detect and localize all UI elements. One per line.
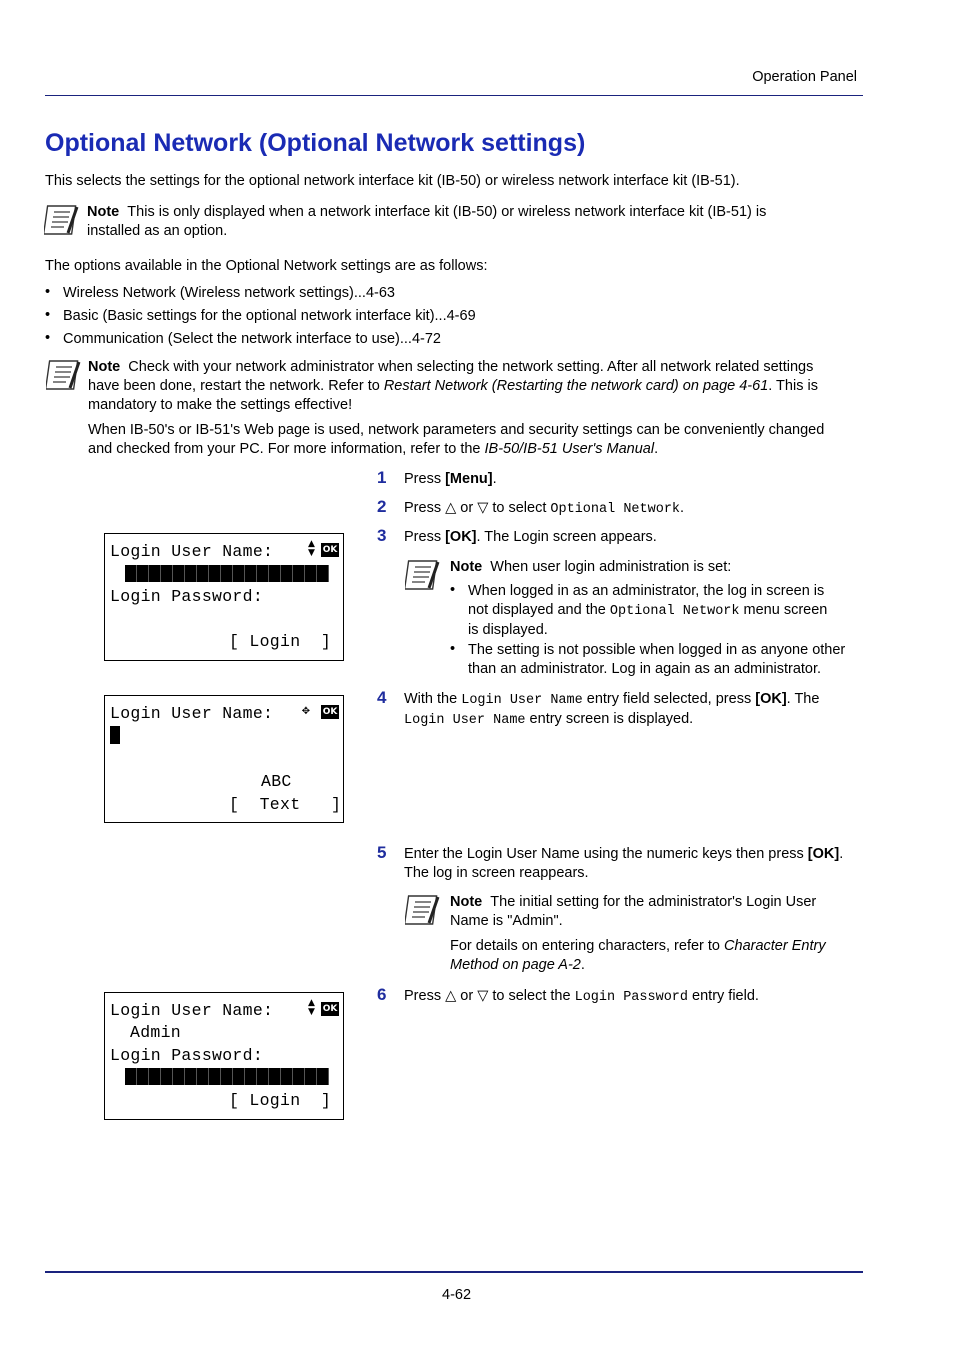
text-softkey[interactable]: [ Text ] — [229, 795, 342, 814]
step-1-text: Press [Menu]. — [404, 471, 497, 487]
step-number: 4 — [377, 688, 387, 707]
lcd-label: Login Password: — [110, 587, 264, 606]
ok-icon: OK — [322, 707, 338, 717]
note-icon — [44, 203, 80, 237]
list-item: The setting is not possible when logged in as anyone other than an administrator. Log in again as an administrator. — [468, 642, 846, 677]
note1-text: Note This is only displayed when a network interface kit (IB-50) or wireless network interface kit (IB-51) is installed as an option. — [87, 204, 767, 239]
page-title: Optional Network (Optional Network settings) — [45, 129, 586, 157]
step-number: 3 — [377, 526, 387, 545]
note-icon — [405, 558, 441, 592]
list-item: • — [45, 307, 51, 323]
step-6-text: Press △ or ▽ to select the Login Password entry field. — [404, 988, 759, 1005]
step-number: 5 — [377, 843, 387, 862]
list-item: • — [45, 330, 51, 346]
login-user-name-field[interactable] — [125, 565, 329, 582]
list-item: • — [45, 284, 51, 300]
login-softkey[interactable]: [ Login ] — [229, 1091, 332, 1110]
note2-paragraph: When IB-50's or IB-51's Web page is used, network parameters and security settings can be conveniently changed and checked from your PC. For more information, refer to the IB-50/IB-51 User's Manual. — [88, 422, 825, 457]
list-item: • — [450, 641, 456, 657]
lcd-screen-login — [104, 533, 344, 661]
ok-icon: OK — [322, 545, 338, 555]
up-down-arrows-icon: ▲ ▼ — [308, 998, 315, 1017]
ok-icon: OK — [322, 1004, 338, 1014]
step-number: 1 — [377, 468, 387, 487]
note3-text: Note When user login administration is set: — [450, 559, 732, 575]
text-cursor — [110, 726, 120, 744]
page-number: 4-62 — [442, 1287, 472, 1303]
note2-text: Note Check with your network administrator when selecting the network setting. After all network related settings have been done, restart the network. Refer to Restart Network (Restarting the network card) on page 4-61. This is mandatory to make the settings effective! — [88, 359, 818, 413]
step-number: 2 — [377, 497, 387, 516]
four-way-arrows-icon: ✥ — [302, 703, 310, 718]
step-5-text: Enter the Login User Name using the numeric keys then press [OK]. The log in screen reappears. — [404, 846, 844, 881]
lcd-label: Login User Name: — [110, 704, 274, 723]
running-header: Operation Panel — [752, 69, 857, 85]
login-softkey[interactable]: [ Login ] — [229, 632, 332, 651]
step-4-text: With the Login User Name entry field selected, press [OK]. The Login User Name entry screen is displayed. — [404, 691, 820, 728]
login-password-field[interactable] — [125, 1068, 329, 1085]
lcd-screen-entry — [104, 695, 344, 823]
note-icon — [405, 893, 441, 927]
input-mode-indicator: ABC — [261, 772, 292, 791]
up-down-arrows-icon: ▲ ▼ — [308, 539, 315, 558]
note-label: Note — [87, 204, 120, 220]
lcd-label: Login Password: — [110, 1046, 264, 1065]
note-icon — [46, 358, 82, 392]
list-item: Basic (Basic settings for the optional network interface kit)...4-69 — [63, 308, 476, 324]
step-2-text: Press △ or ▽ to select Optional Network. — [404, 500, 685, 517]
note4-paragraph: For details on entering characters, refer to Character Entry Method on page A-2. — [450, 938, 826, 973]
lcd-label: Login User Name: — [110, 1001, 274, 1020]
lcd-screen-login-filled — [104, 992, 344, 1120]
header-rule — [45, 95, 863, 96]
intro-text: This selects the settings for the optional network interface kit (IB-50) or wireless network interface kit (IB-51). — [45, 173, 740, 189]
note4-text: Note The initial setting for the administrator's Login User Name is "Admin". — [450, 894, 817, 929]
login-user-name-value[interactable]: Admin — [130, 1023, 182, 1042]
list-item: When logged in as an administrator, the log in screen is not displayed and the Optional Network menu screen is displayed. — [468, 583, 828, 638]
options-intro: The options available in the Optional Network settings are as follows: — [45, 258, 488, 274]
step-number: 6 — [377, 985, 387, 1004]
list-item: Communication (Select the network interface to use)...4-72 — [63, 331, 441, 347]
step-3-text: Press [OK]. The Login screen appears. — [404, 529, 657, 545]
footer-rule — [45, 1271, 863, 1273]
list-item: • — [450, 582, 456, 598]
list-item: Wireless Network (Wireless network settings)...4-63 — [63, 285, 395, 301]
lcd-label: Login User Name: — [110, 542, 274, 561]
